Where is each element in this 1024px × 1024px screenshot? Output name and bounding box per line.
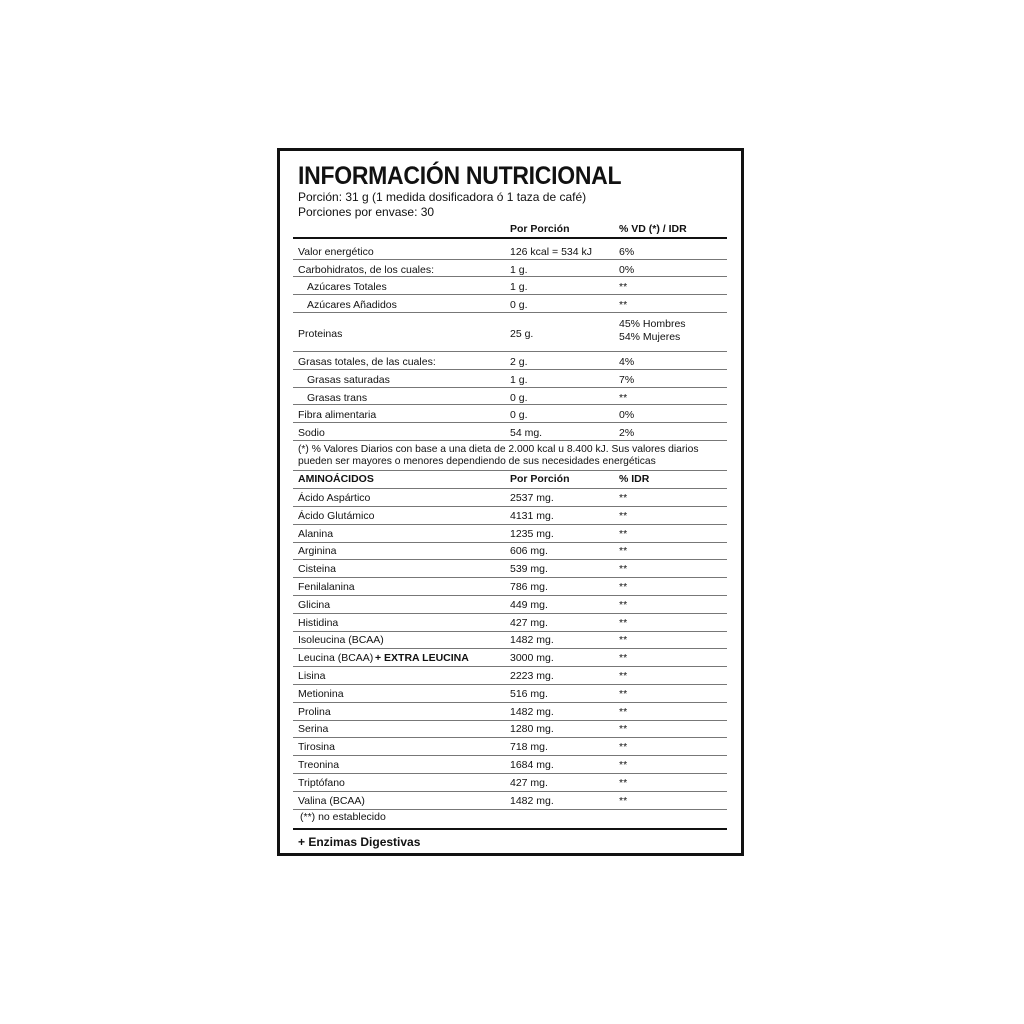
nutrient-dv: 45% Hombres — [619, 318, 686, 330]
amino-acid-amount: 786 mg. — [510, 581, 548, 593]
footnote-line-2: pueden ser mayores o menores dependiendo de sus necesidades energéticas — [298, 456, 656, 467]
amino-acid-row — [293, 578, 727, 596]
amino-acid-row — [293, 507, 727, 525]
nutrient-name: Carbohidratos, de los cuales: — [298, 264, 434, 276]
amino-acid-amount: 4131 mg. — [510, 510, 554, 522]
amino-acid-amount: 427 mg. — [510, 617, 548, 629]
amino-acid-amount: 449 mg. — [510, 599, 548, 611]
amino-acid-amount: 427 mg. — [510, 777, 548, 789]
amino-acid-name: Alanina — [298, 528, 334, 540]
nutrient-row — [293, 388, 727, 405]
amino-acid-name: Arginina — [298, 545, 337, 557]
amino-acid-name: Ácido Aspártico — [298, 492, 371, 504]
nutrient-row — [293, 295, 727, 313]
bottom-divider — [293, 828, 727, 830]
nutrient-name: Valor energético — [298, 246, 374, 258]
amino-acid-idr: ** — [619, 777, 628, 789]
nutrient-name: Grasas totales, de las cuales: — [298, 356, 436, 368]
amino-acid-amount: 1482 mg. — [510, 795, 554, 807]
amino-acid-name: Tirosina — [298, 741, 335, 753]
amino-acid-amount: 1235 mg. — [510, 528, 554, 540]
amino-acid-idr: ** — [619, 617, 628, 629]
nutrient-name: Proteinas — [298, 328, 343, 340]
amino-acid-name: Cisteina — [298, 563, 336, 575]
nutrient-dv: 2% — [619, 427, 635, 439]
nutrient-row — [293, 352, 727, 370]
serving-size: Porción: 31 g (1 medida dosificadora ó 1 taza de café) — [298, 190, 587, 204]
amino-acid-name: Prolina — [298, 706, 331, 718]
amino-acid-idr: ** — [619, 581, 628, 593]
amino-acid-name: Valina (BCAA) — [298, 795, 365, 807]
nutrient-name: Azúcares Añadidos — [307, 299, 397, 311]
label-title: INFORMACIÓN NUTRICIONAL — [298, 162, 622, 190]
per-serving-header: Por Porción — [510, 223, 570, 235]
amino-acid-row — [293, 649, 727, 667]
amino-acid-amount: 2223 mg. — [510, 670, 554, 682]
amino-acid-idr: ** — [619, 492, 628, 504]
amino-acids-header: AMINOÁCIDOS — [298, 473, 374, 485]
amino-acid-idr: ** — [619, 510, 628, 522]
amino-acid-amount: 539 mg. — [510, 563, 548, 575]
amino-acid-row — [293, 542, 727, 560]
nutrient-name: Sodio — [298, 427, 325, 439]
nutrient-header-row — [293, 222, 727, 239]
servings-per-container: Porciones por envase: 30 — [298, 205, 435, 219]
amino-acid-row — [293, 489, 727, 507]
amino-acid-row — [293, 614, 727, 632]
amino-acid-name: Treonina — [298, 759, 340, 771]
amino-acid-amount: 606 mg. — [510, 545, 548, 557]
amino-acid-row — [293, 774, 727, 792]
amino-acid-name: Triptófano — [298, 777, 345, 789]
nutrient-amount: 25 g. — [510, 328, 534, 340]
nutrient-amount: 0 g. — [510, 409, 528, 421]
amino-acid-idr: ** — [619, 706, 628, 718]
nutrient-amount: 54 mg. — [510, 427, 543, 439]
nutrient-dv: 7% — [619, 374, 635, 386]
nutrient-dv: 4% — [619, 356, 635, 368]
dv-header: % VD (*) / IDR — [619, 223, 687, 235]
nutrient-dv: 0% — [619, 264, 635, 276]
nutrient-amount: 2 g. — [510, 356, 528, 368]
amino-acid-row — [293, 738, 727, 756]
nutrient-dv: 6% — [619, 246, 635, 258]
amino-acid-idr: ** — [619, 528, 628, 540]
amino-acid-idr: ** — [619, 670, 628, 682]
nutrient-dv: ** — [619, 281, 628, 293]
nutrient-row — [293, 277, 727, 295]
amino-acid-amount: 1280 mg. — [510, 723, 554, 735]
nutrient-name: Grasas trans — [307, 392, 368, 404]
amino-acid-amount: 1482 mg. — [510, 706, 554, 718]
amino-acid-row — [293, 703, 727, 721]
amino-acid-name: Histidina — [298, 617, 339, 629]
amino-acid-amount: 3000 mg. — [510, 652, 554, 664]
nutrient-row — [293, 423, 727, 441]
amino-acid-row — [293, 631, 727, 649]
nutrient-dv: 0% — [619, 409, 635, 421]
nutrient-row — [293, 313, 727, 352]
amino-acid-row — [293, 792, 727, 810]
nutrient-dv: ** — [619, 299, 628, 311]
amino-acid-name: Isoleucina (BCAA) — [298, 634, 384, 646]
amino-acid-idr: ** — [619, 723, 628, 735]
nutrient-amount: 126 kcal = 534 kJ — [510, 246, 593, 258]
nutrient-row — [293, 370, 727, 388]
amino-acid-name: Fenilalanina — [298, 581, 355, 593]
amino-acid-row — [293, 720, 727, 738]
amino-acid-amount: 2537 mg. — [510, 492, 554, 504]
nutrient-row — [293, 260, 727, 277]
nutrient-amount: 1 g. — [510, 281, 528, 293]
amino-acid-name: Glicina — [298, 599, 331, 611]
amino-acid-amount: 1684 mg. — [510, 759, 554, 771]
nutrient-row — [293, 242, 727, 260]
amino-acid-idr: ** — [619, 759, 628, 771]
amino-acid-idr: ** — [619, 545, 628, 557]
amino-acid-row — [293, 685, 727, 703]
amino-acid-idr: ** — [619, 599, 628, 611]
nutrient-name: Grasas saturadas — [307, 374, 390, 386]
amino-acid-row — [293, 756, 727, 774]
not-established-note: (**) no establecido — [300, 811, 386, 823]
nutrient-amount: 0 g. — [510, 392, 528, 404]
amino-acid-row — [293, 596, 727, 614]
amino-acid-row — [293, 560, 727, 578]
digestive-enzymes: + Enzimas Digestivas — [298, 835, 421, 849]
amino-acid-row — [293, 525, 727, 543]
nutrient-amount: 1 g. — [510, 264, 528, 276]
amino-per-serving-header: Por Porción — [510, 473, 570, 485]
nutrient-name: Azúcares Totales — [307, 281, 387, 293]
amino-acid-name: Leucina (BCAA) — [298, 652, 374, 664]
nutrient-amount: 1 g. — [510, 374, 528, 386]
amino-acid-idr: ** — [619, 741, 628, 753]
amino-acid-idr: ** — [619, 688, 628, 700]
amino-acid-amount: 516 mg. — [510, 688, 548, 700]
amino-acid-name: Lisina — [298, 670, 326, 682]
idr-header: % IDR — [619, 473, 650, 485]
amino-acid-idr: ** — [619, 634, 628, 646]
amino-acid-amount: 1482 mg. — [510, 634, 554, 646]
amino-acid-row — [293, 667, 727, 685]
amino-acid-name: Serina — [298, 723, 329, 735]
nutrient-row — [293, 405, 727, 423]
amino-acid-amount: 718 mg. — [510, 741, 548, 753]
amino-acid-name: Ácido Glutámico — [298, 510, 375, 522]
amino-acid-name: Metionina — [298, 688, 344, 700]
extra-leucine-badge: + EXTRA LEUCINA — [375, 652, 469, 664]
nutrient-name: Fibra alimentaria — [298, 409, 377, 421]
amino-header-row — [293, 471, 727, 489]
footnote-line-1: (*) % Valores Diarios con base a una dieta de 2.000 kcal u 8.400 kJ. Sus valores diarios — [298, 444, 699, 455]
amino-acid-idr: ** — [619, 795, 628, 807]
amino-acid-idr: ** — [619, 563, 628, 575]
amino-acid-idr: ** — [619, 652, 628, 664]
nutrient-dv: ** — [619, 392, 628, 404]
nutrient-dv-secondary: 54% Mujeres — [619, 331, 681, 343]
nutrient-amount: 0 g. — [510, 299, 528, 311]
